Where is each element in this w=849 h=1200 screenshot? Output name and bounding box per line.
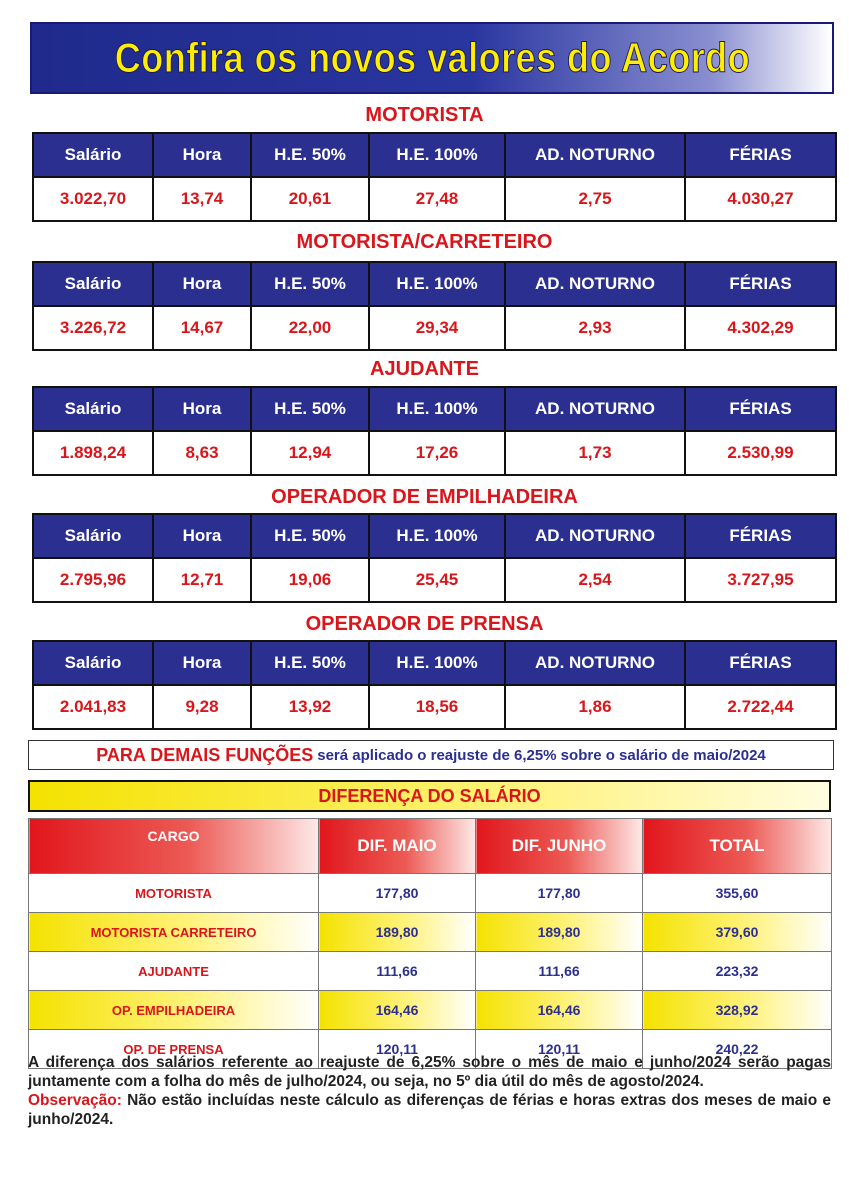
cell-ferias: 2.530,99 xyxy=(685,431,836,475)
col-he50: H.E. 50% xyxy=(251,514,369,558)
cell-total: 223,32 xyxy=(643,952,832,991)
cell-ferias: 4.030,27 xyxy=(685,177,836,221)
table-row xyxy=(29,952,832,991)
col-salario: Salário xyxy=(33,387,153,431)
cell-he100: 17,26 xyxy=(369,431,505,475)
col-hora: Hora xyxy=(153,641,251,685)
col-hora: Hora xyxy=(153,262,251,306)
table-row xyxy=(29,991,832,1030)
cell-he100: 27,48 xyxy=(369,177,505,221)
cell-he50: 12,94 xyxy=(251,431,369,475)
difference-title-bar xyxy=(28,780,831,812)
col-ferias: FÉRIAS xyxy=(685,133,836,177)
table-row xyxy=(33,685,836,729)
footer-paragraph: A diferença dos salários referente ao reajuste de 6,25% sobre o mês de maio e junho/2024 serão pagas juntamente com a folha do mês de julho/2024, ou seja, no 5º dia útil do mês de agosto/2024. xyxy=(28,1054,831,1090)
col-he50: H.E. 50% xyxy=(251,387,369,431)
difference-title: DIFERENÇA DO SALÁRIO xyxy=(318,785,541,806)
note-lead: PARA DEMAIS FUNÇÕES xyxy=(96,744,314,765)
cell-cargo: MOTORISTA CARRETEIRO xyxy=(29,913,319,952)
cell-salario: 1.898,24 xyxy=(33,431,153,475)
col-ferias: FÉRIAS xyxy=(685,514,836,558)
page-banner xyxy=(30,22,834,94)
table-row xyxy=(29,874,832,913)
col-he100: H.E. 100% xyxy=(369,641,505,685)
col-total: TOTAL xyxy=(643,819,832,874)
col-dif-junho: DIF. JUNHO xyxy=(476,819,643,874)
cell-dif-junho: 164,46 xyxy=(476,991,643,1030)
cell-he50: 19,06 xyxy=(251,558,369,602)
cell-cargo: OP. EMPILHADEIRA xyxy=(29,991,319,1030)
col-ferias: FÉRIAS xyxy=(685,387,836,431)
section-title-motorista: MOTORISTA xyxy=(365,104,484,126)
table-header-row xyxy=(33,514,836,558)
col-he100: H.E. 100% xyxy=(369,262,505,306)
cell-total: 379,60 xyxy=(643,913,832,952)
observation-text: Não estão incluídas neste cálculo as diferenças de férias e horas extras dos meses de maio e junho/2024. xyxy=(28,1092,832,1128)
cell-total: 355,60 xyxy=(643,874,832,913)
cell-dif-maio: 189,80 xyxy=(319,913,476,952)
cell-cargo: AJUDANTE xyxy=(29,952,319,991)
col-salario: Salário xyxy=(33,133,153,177)
col-ad-noturno: AD. NOTURNO xyxy=(505,387,685,431)
table-row xyxy=(33,306,836,350)
col-ad-noturno: AD. NOTURNO xyxy=(505,133,685,177)
col-hora: Hora xyxy=(153,133,251,177)
col-ad-noturno: AD. NOTURNO xyxy=(505,262,685,306)
cell-dif-maio: 111,66 xyxy=(319,952,476,991)
cell-dif-maio: 164,46 xyxy=(319,991,476,1030)
cell-ferias: 2.722,44 xyxy=(685,685,836,729)
cell-total: 240,22 xyxy=(643,1030,832,1069)
cell-ferias: 3.727,95 xyxy=(685,558,836,602)
cell-he100: 25,45 xyxy=(369,558,505,602)
col-he50: H.E. 50% xyxy=(251,262,369,306)
cell-dif-junho: 111,66 xyxy=(476,952,643,991)
section-title-motorista-carreteiro: MOTORISTA/CARRETEIRO xyxy=(296,231,553,253)
cell-hora: 14,67 xyxy=(153,306,251,350)
table-row xyxy=(29,913,832,952)
table-motorista xyxy=(32,132,837,222)
col-he100: H.E. 100% xyxy=(369,133,505,177)
footer-observation xyxy=(28,1091,831,1129)
note-text: será aplicado o reajuste de 6,25% sobre o salário de maio/2024 xyxy=(317,746,766,764)
col-salario: Salário xyxy=(33,514,153,558)
cell-hora: 8,63 xyxy=(153,431,251,475)
cell-total: 328,92 xyxy=(643,991,832,1030)
col-ferias: FÉRIAS xyxy=(685,262,836,306)
cell-cargo: OP. DE PRENSA xyxy=(29,1030,319,1069)
cell-salario: 2.041,83 xyxy=(33,685,153,729)
cell-he50: 20,61 xyxy=(251,177,369,221)
table-row xyxy=(33,177,836,221)
cell-dif-junho: 189,80 xyxy=(476,913,643,952)
cell-ad-noturno: 1,73 xyxy=(505,431,685,475)
col-he100: H.E. 100% xyxy=(369,514,505,558)
cell-he50: 22,00 xyxy=(251,306,369,350)
table-header-row xyxy=(33,641,836,685)
col-salario: Salário xyxy=(33,262,153,306)
cell-salario: 3.022,70 xyxy=(33,177,153,221)
table-operador-prensa xyxy=(32,640,837,730)
cell-dif-maio: 120,11 xyxy=(319,1030,476,1069)
cell-hora: 13,74 xyxy=(153,177,251,221)
section-title-operador-prensa: OPERADOR DE PRENSA xyxy=(305,613,544,635)
cell-ad-noturno: 2,54 xyxy=(505,558,685,602)
cell-ad-noturno: 2,75 xyxy=(505,177,685,221)
table-row xyxy=(33,431,836,475)
cell-ferias: 4.302,29 xyxy=(685,306,836,350)
difference-table xyxy=(28,818,832,1069)
section-title-ajudante: AJUDANTE xyxy=(370,358,479,380)
cell-dif-maio: 177,80 xyxy=(319,874,476,913)
cell-he100: 29,34 xyxy=(369,306,505,350)
cell-cargo: MOTORISTA xyxy=(29,874,319,913)
col-he50: H.E. 50% xyxy=(251,133,369,177)
table-ajudante xyxy=(32,386,837,476)
col-ferias: FÉRIAS xyxy=(685,641,836,685)
col-hora: Hora xyxy=(153,514,251,558)
observation-label: Observação: xyxy=(28,1092,122,1109)
col-ad-noturno: AD. NOTURNO xyxy=(505,514,685,558)
cell-hora: 9,28 xyxy=(153,685,251,729)
col-he50: H.E. 50% xyxy=(251,641,369,685)
difference-header-row xyxy=(29,819,832,874)
table-motorista-carreteiro xyxy=(32,261,837,351)
banner-title: Confira os novos valores do Acordo xyxy=(114,34,750,81)
table-row xyxy=(33,558,836,602)
col-ad-noturno: AD. NOTURNO xyxy=(505,641,685,685)
section-title-operador-empilhadeira: OPERADOR DE EMPILHADEIRA xyxy=(271,486,578,508)
table-operador-empilhadeira xyxy=(32,513,837,603)
table-header-row xyxy=(33,262,836,306)
col-dif-maio: DIF. MAIO xyxy=(319,819,476,874)
cell-hora: 12,71 xyxy=(153,558,251,602)
cell-ad-noturno: 2,93 xyxy=(505,306,685,350)
footer-notes xyxy=(28,1053,831,1129)
cell-ad-noturno: 1,86 xyxy=(505,685,685,729)
col-he100: H.E. 100% xyxy=(369,387,505,431)
cell-he50: 13,92 xyxy=(251,685,369,729)
other-functions-note xyxy=(28,740,834,770)
cell-salario: 2.795,96 xyxy=(33,558,153,602)
cell-salario: 3.226,72 xyxy=(33,306,153,350)
cell-dif-junho: 177,80 xyxy=(476,874,643,913)
col-salario: Salário xyxy=(33,641,153,685)
table-header-row xyxy=(33,387,836,431)
col-hora: Hora xyxy=(153,387,251,431)
col-cargo: CARGO xyxy=(29,819,319,874)
cell-he100: 18,56 xyxy=(369,685,505,729)
table-header-row xyxy=(33,133,836,177)
cell-dif-junho: 120,11 xyxy=(476,1030,643,1069)
